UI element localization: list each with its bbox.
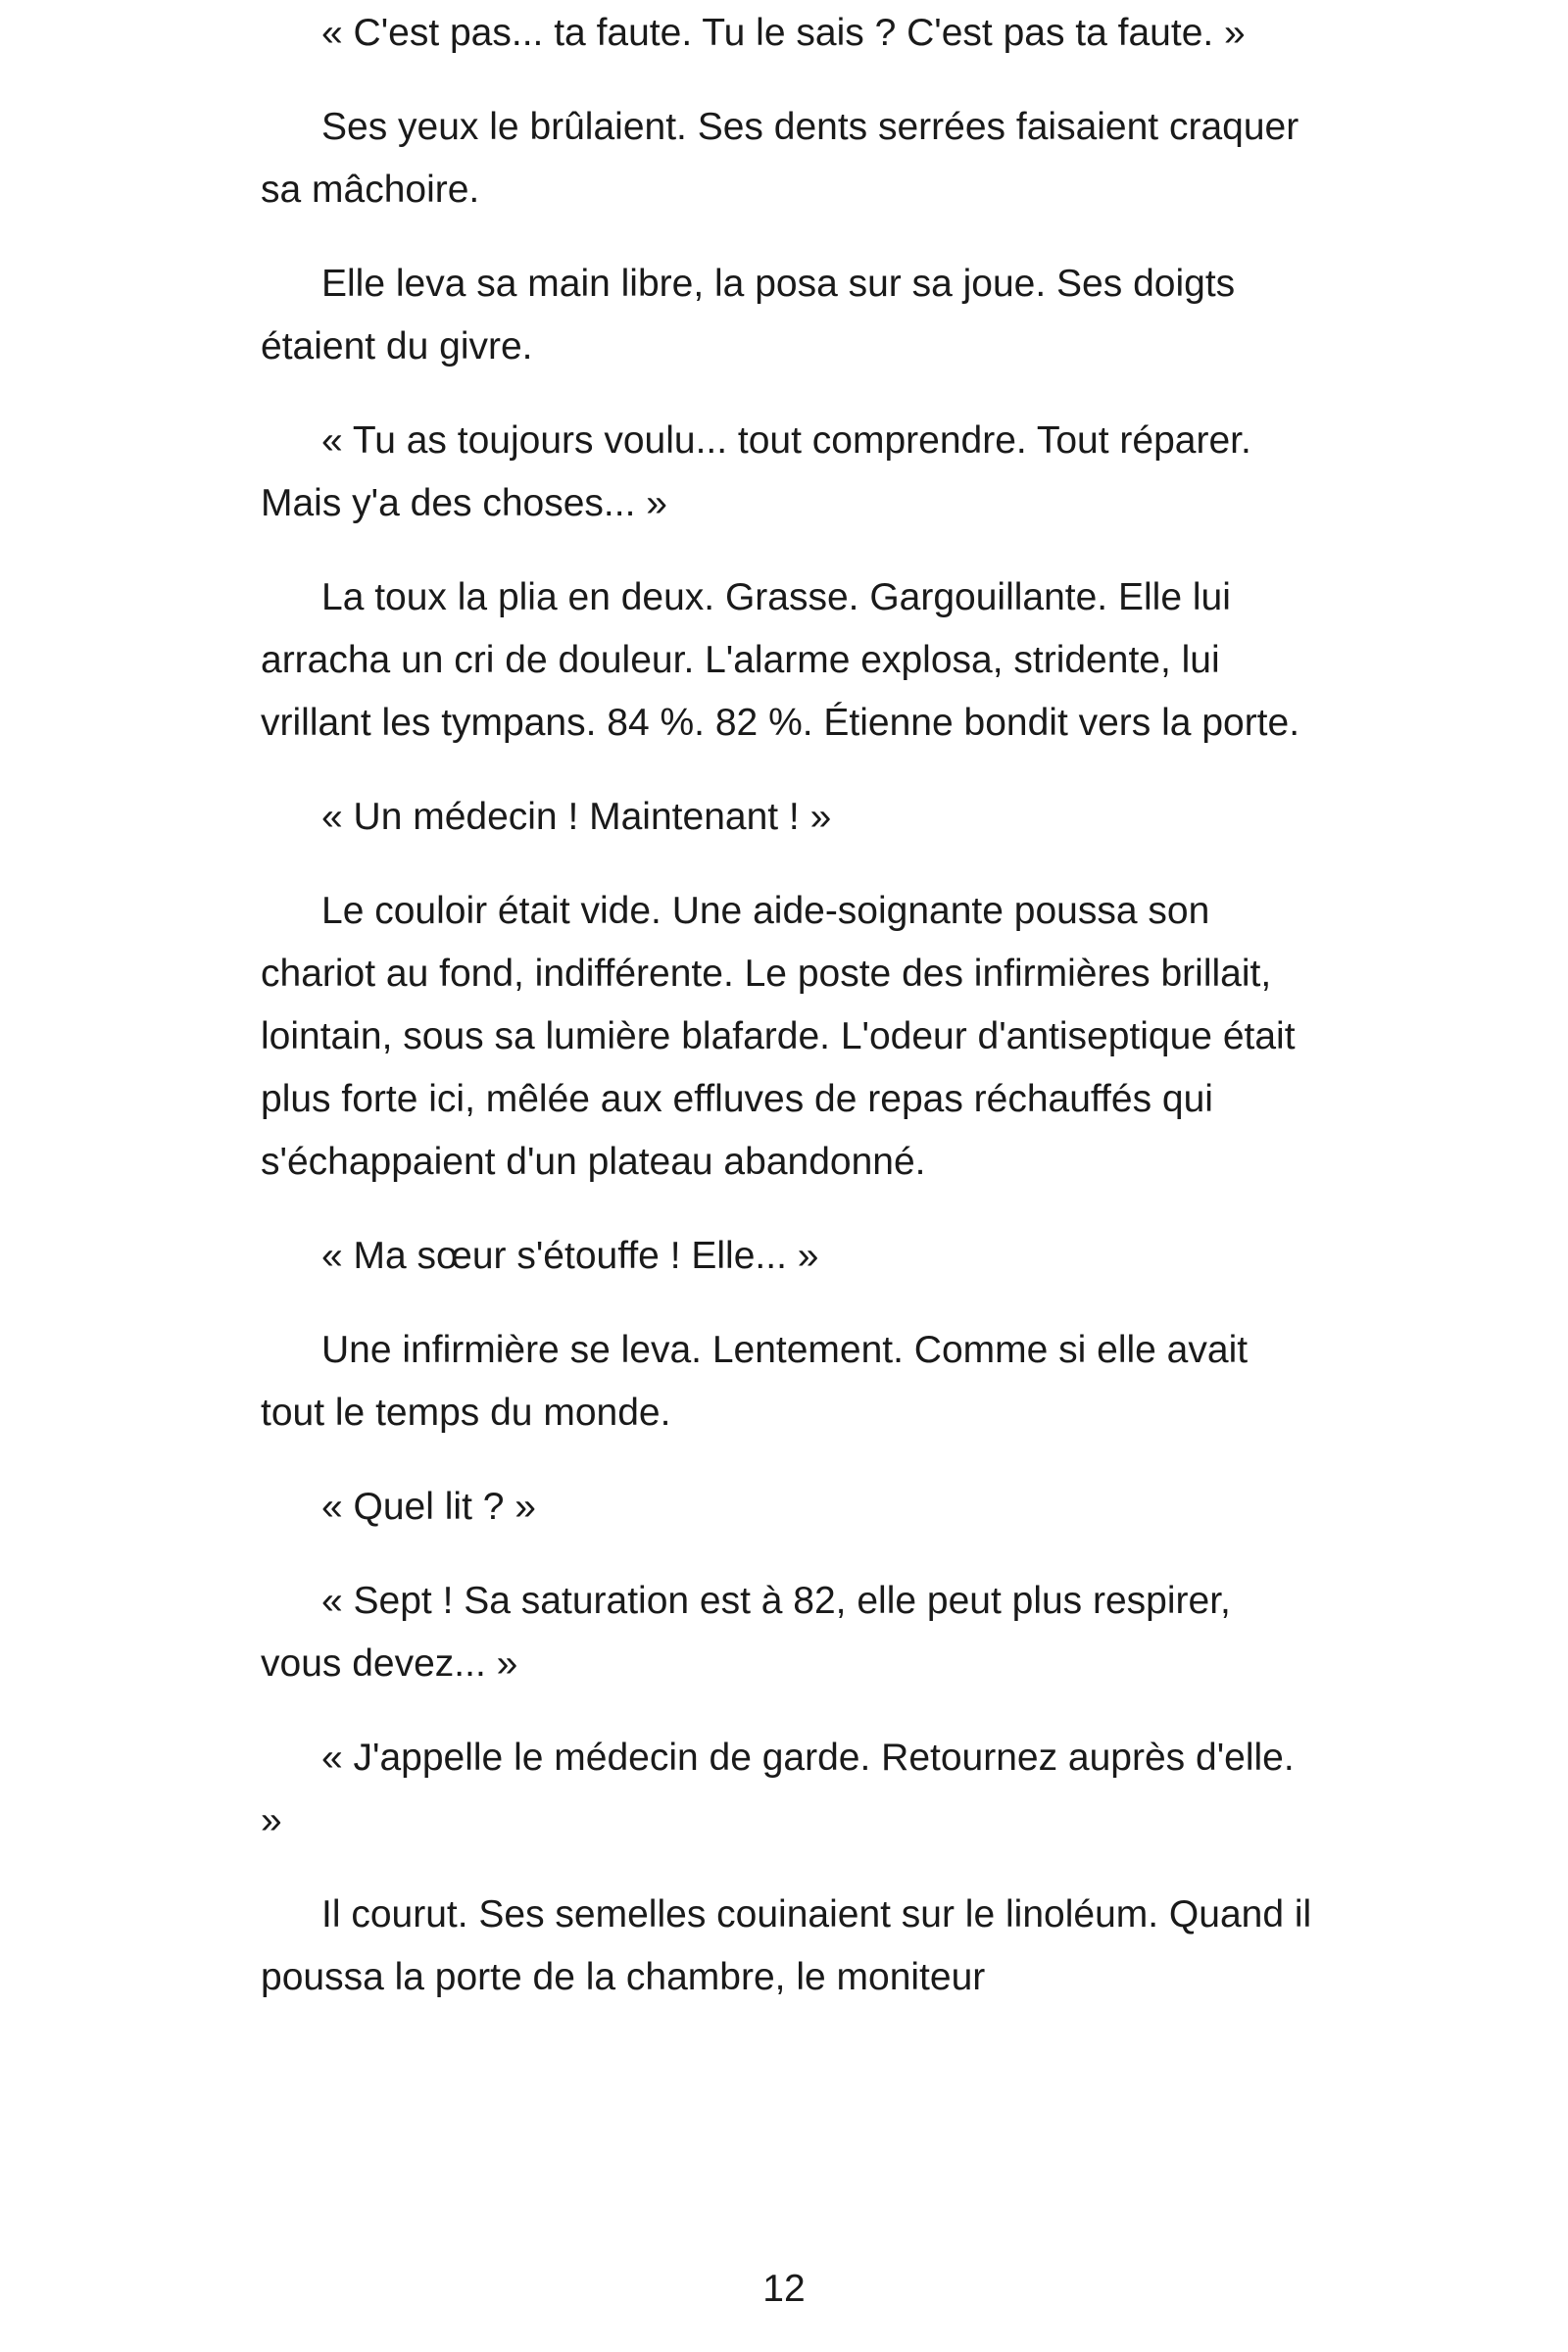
paragraph: Ses yeux le brûlaient. Ses dents serrées faisaient craquer sa mâchoire. xyxy=(261,106,1299,211)
paragraph: « C'est pas... ta faute. Tu le sais ? C'est pas ta faute. » xyxy=(321,12,1246,54)
paragraph: « Un médecin ! Maintenant ! » xyxy=(321,796,832,838)
paragraph: « J'appelle le médecin de garde. Retournez auprès d'elle. » xyxy=(261,1737,1295,1841)
paragraph: « Ma sœur s'étouffe ! Elle... » xyxy=(321,1235,819,1277)
paragraph: Elle leva sa main libre, la posa sur sa joue. Ses doigts étaient du givre. xyxy=(261,263,1236,368)
page-body xyxy=(261,0,1319,2009)
page-number: 12 xyxy=(762,2268,806,2310)
paragraph: Le couloir était vide. Une aide-soignante poussa son chariot au fond, indifférente. Le poste des infirmières brillait, lointain, sous sa lumière blafarde. L'odeur d'antiseptique était plus forte ici, mêlée aux effluves de repas réchauffés qui s'échappaient d'un plateau abandonné. xyxy=(261,890,1296,1183)
paragraph: « Quel lit ? » xyxy=(321,1486,536,1528)
paragraph: « Sept ! Sa saturation est à 82, elle peut plus respirer, vous devez... » xyxy=(261,1580,1231,1685)
paragraph: « Tu as toujours voulu... tout comprendre. Tout réparer. Mais y'a des choses... » xyxy=(261,419,1251,524)
paragraph: Une infirmière se leva. Lentement. Comme si elle avait tout le temps du monde. xyxy=(261,1329,1249,1434)
paragraph: Il courut. Ses semelles couinaient sur le linoléum. Quand il poussa la porte de la chambre, le moniteur xyxy=(261,1893,1312,1998)
text-column xyxy=(261,2,1319,2009)
paragraph: La toux la plia en deux. Grasse. Gargouillante. Elle lui arracha un cri de douleur. L'alarme explosa, stridente, lui vrillant les tympans. 84 %. 82 %. Étienne bondit vers la porte. xyxy=(261,576,1300,744)
